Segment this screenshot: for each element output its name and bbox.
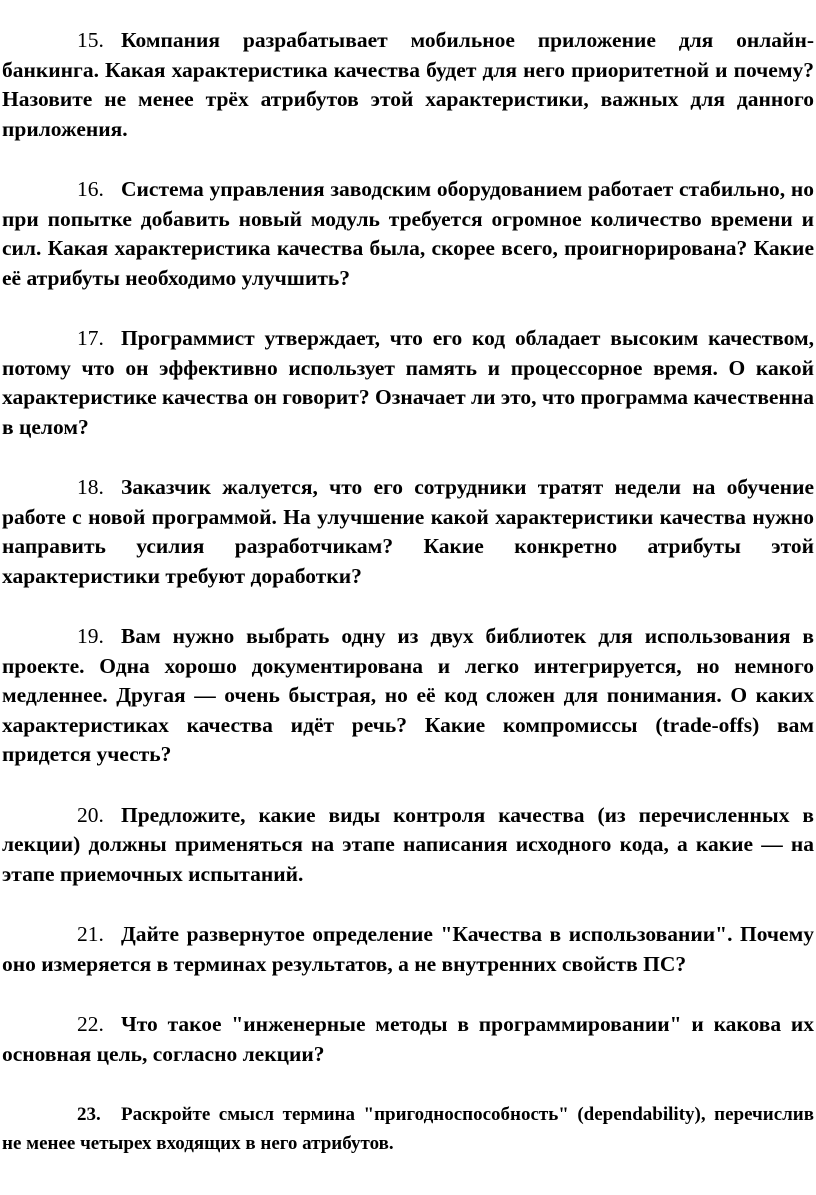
question-number: 18.	[77, 475, 104, 499]
question-text: Раскройте смысл термина "пригодноспособность" (dependability), перечислив не менее четырех входящих в него атрибутов.	[2, 1104, 814, 1154]
question-text: Вам нужно выбрать одну из двух библиотек для использования в проекте. Одна хорошо документирована и легко интегрируется, но немного медленнее. Другая — очень быстрая, но её код сложен для понимания. О каких характеристиках качества идёт речь? Какие компромиссы (trade-offs) вам придется учесть?	[2, 624, 814, 766]
question-15	[2, 26, 814, 144]
question-number: 22.	[77, 1012, 104, 1036]
question-number: 19.	[77, 624, 104, 648]
question-number: 15.	[77, 28, 104, 52]
question-text: Компания разрабатывает мобильное приложение для онлайн-банкинга. Какая характеристика качества будет для него приоритетной и почему? Назовите не менее трёх атрибутов этой характеристики, важных для данного приложения.	[2, 28, 814, 141]
document-page	[2, 26, 814, 1189]
question-number: 16.	[77, 177, 104, 201]
question-number: 17.	[77, 326, 104, 350]
question-17	[2, 324, 814, 442]
question-text: Дайте развернутое определение "Качества в использовании". Почему оно измеряется в терминах результатов, а не внутренних свойств ПС?	[2, 922, 814, 976]
question-number: 23.	[77, 1104, 101, 1125]
question-number: 21.	[77, 922, 104, 946]
question-text: Что такое "инженерные методы в программировании" и какова их основная цель, согласно лекции?	[2, 1012, 814, 1066]
question-23	[2, 1100, 814, 1158]
question-16	[2, 175, 814, 293]
question-22	[2, 1010, 814, 1069]
question-text: Предложите, какие виды контроля качества (из перечисленных в лекции) должны применяться на этапе написания исходного кода, а какие — на этапе приемочных испытаний.	[2, 802, 814, 886]
question-18	[2, 473, 814, 591]
question-text: Программист утверждает, что его код обладает высоким качеством, потому что он эффективно использует память и процессорное время. О какой характеристике качества он говорит? Означает ли это, что программа качественна в целом?	[2, 326, 814, 439]
question-text: Заказчик жалуется, что его сотрудники тратят недели на обучение работе с новой программой. На улучшение какой характеристики качества нужно направить усилия разработчикам? Какие конкретно атрибуты этой характеристики требуют доработки?	[2, 475, 814, 588]
question-text: Система управления заводским оборудованием работает стабильно, но при попытке добавить новый модуль требуется огромное количество времени и сил. Какая характеристика качества была, скорее всего, проигнорирована? Какие её атрибуты необходимо улучшить?	[2, 177, 814, 290]
question-20	[2, 801, 814, 890]
question-19	[2, 622, 814, 770]
question-21	[2, 920, 814, 979]
question-number: 20.	[77, 802, 104, 827]
